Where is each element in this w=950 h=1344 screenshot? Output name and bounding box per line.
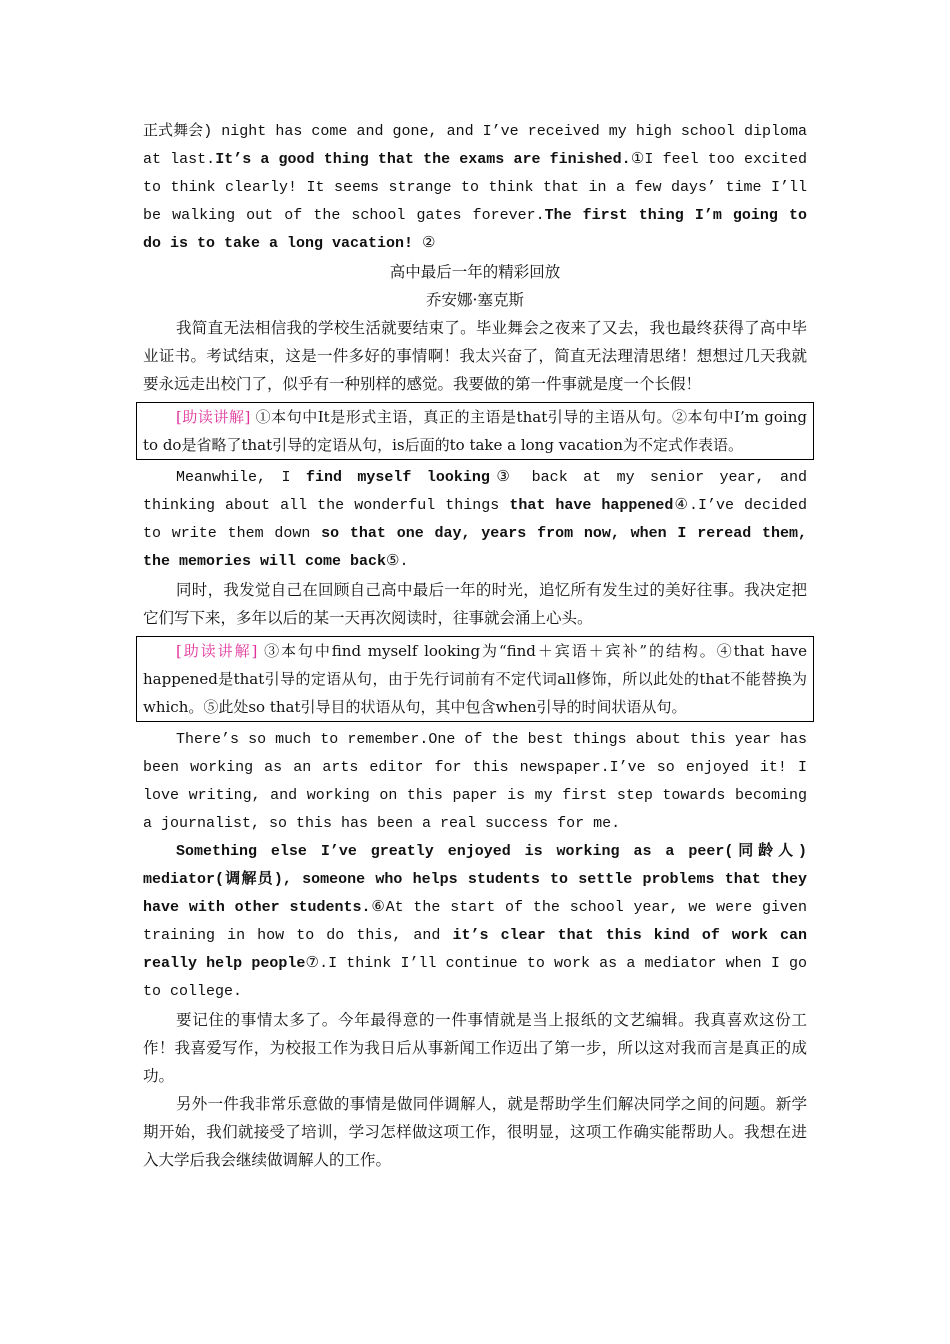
translation-4: 另外一件我非常乐意做的事情是做同伴调解人，就是帮助学生们解决同学之间的问题。新学期开始，我们就接受了培训，学习怎样做这项工作，很明显，这项工作确实能帮助人。我想在进入大学后我会继续做调解人的工作。 <box>143 1095 807 1169</box>
bold-phrase: that have happened <box>509 497 674 514</box>
text-span: Meanwhile, I <box>176 469 306 486</box>
text-span: ①I feel too excited to think clearly! It seems strange to think that in a few days’ time I’ll be walking out of the school gates forever. <box>143 151 807 224</box>
bold-sentence: The first thing I’m going to do is to take a long vacation! <box>143 207 807 252</box>
translation-3: 要记住的事情太多了。今年最得意的一件事情就是当上报纸的文艺编辑。我真喜欢这份工作！我喜爱写作，为校报工作为我日后从事新闻工作迈出了第一步，所以这对我而言是真正的成功。 <box>143 1011 807 1085</box>
bold-phrase: it’s clear that this kind of work can really help people <box>143 927 807 972</box>
bold-phrase: so that one day, years from now, when I reread them, the memories will come back <box>143 525 807 570</box>
note-tag: [助读讲解] <box>176 642 258 660</box>
text-span: ② <box>413 235 436 252</box>
text-span: 正式舞会) night has come and gone, and I’ve received my high school diploma at last. <box>143 123 807 168</box>
translation-1: 我简直无法相信我的学校生活就要结束了。毕业舞会之夜来了又去，我也最终获得了高中毕业证书。考试结束，这是一件多好的事情啊！我太兴奋了，简直无法理清思绪！想想过几天我就要永远走出校门了，似乎有一种别样的感觉。我要做的第一件事就是度一个长假！ <box>143 319 807 393</box>
paragraph-1 <box>143 118 807 258</box>
document-page <box>143 118 807 1174</box>
text-span: ⑤. <box>386 553 409 570</box>
text-span: ⑥At the start of the school year, we were given training in how to do this, and <box>143 899 808 944</box>
article-title: 高中最后一年的精彩回放 <box>389 263 561 281</box>
text-span: ④.I’ve decided to write them down <box>143 497 808 542</box>
note-tag: [助读讲解] <box>176 408 251 426</box>
paragraph-3: There’s so much to remember.One of the best things about this year has been working as an arts editor for this newspaper.I’ve so enjoyed it! I love writing, and working on this paper is my first step towards becoming a journalist, so this has been a real success for me. <box>143 731 807 832</box>
note-text: ①本句中It是形式主语，真正的主语是that引导的主语从句。②本句中I’m going to do是省略了that引导的定语从句，is后面的to take a long vacation为不定式作表语。 <box>143 408 807 454</box>
note-text: ③本句中find myself looking为“find＋宾语＋宾补”的结构。④that have happened是that引导的定语从句，由于先行词前有不定代词all修饰，所以此处的that不能替换为which。⑤此处so that引导目的状语从句，其中包含when引导的时间状语从句。 <box>143 642 807 716</box>
translation-2: 同时，我发觉自己在回顾自己高中最后一年的时光，追忆所有发生过的美好往事。我决定把它们写下来，多年以后的某一天再次阅读时，往事就会涌上心头。 <box>143 581 807 627</box>
bold-phrase: find myself looking <box>305 469 490 486</box>
reading-note-1 <box>136 402 814 460</box>
bold-sentence: Something else I’ve greatly enjoyed is working as a peer(同龄人) mediator(调解员), someone who helps students to settle problems that they have with other students. <box>143 843 807 916</box>
paragraph-4 <box>143 838 807 1006</box>
text-span: ③ back at my senior year, and thinking about all the wonderful things <box>143 469 807 514</box>
text-span: ⑦.I think I’ll continue to work as a mediator when I go to college. <box>143 955 807 1000</box>
bold-sentence: It’s a good thing that the exams are finished. <box>215 151 631 168</box>
article-author: 乔安娜·塞克斯 <box>426 291 524 309</box>
reading-note-2 <box>136 636 814 722</box>
paragraph-2 <box>143 464 807 576</box>
